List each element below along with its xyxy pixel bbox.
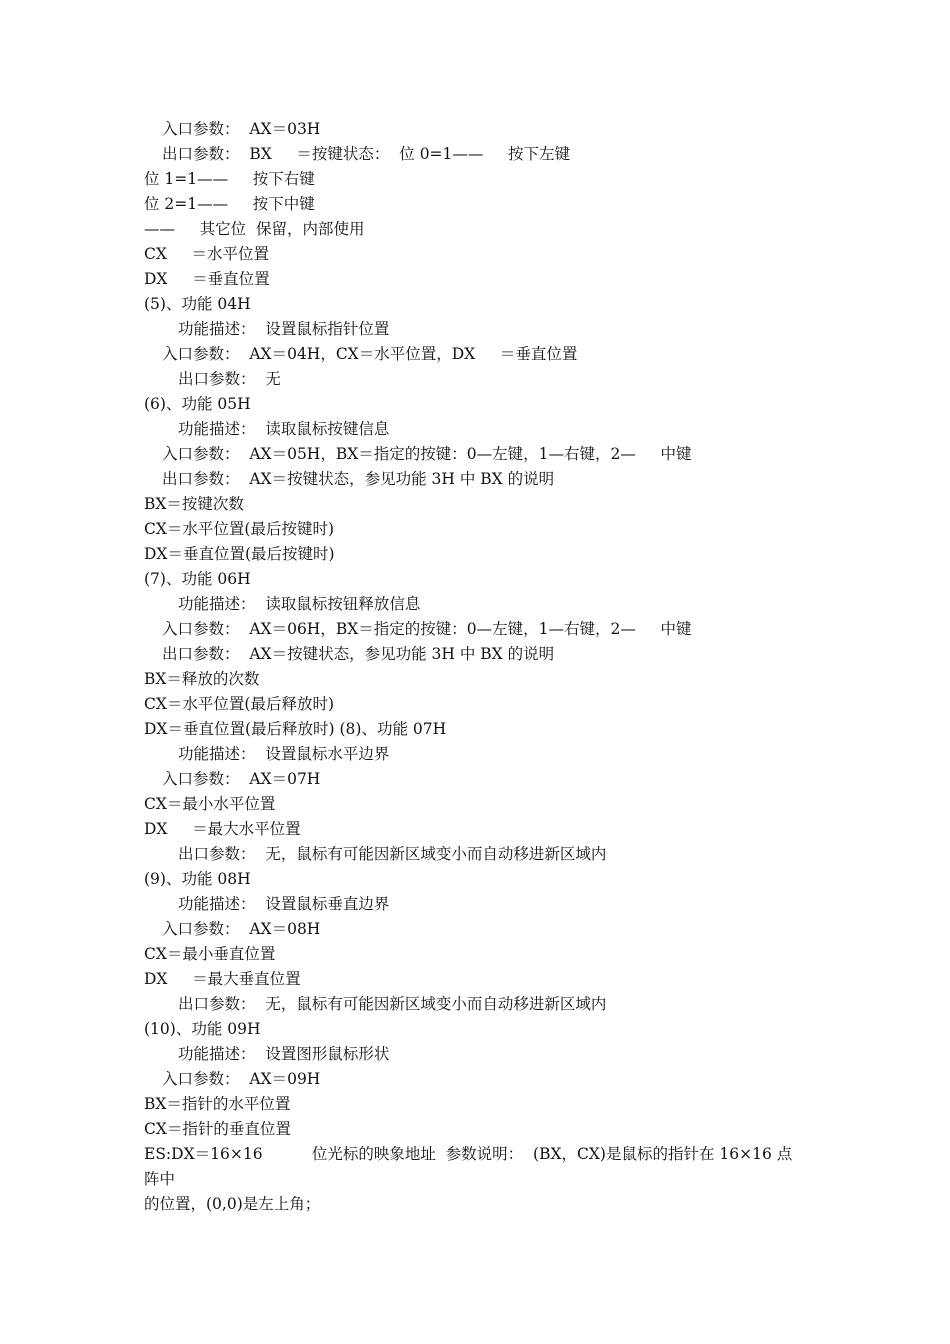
text-line: BX＝指针的水平位置 — [144, 1095, 291, 1113]
text-line: —— 其它位 保留，内部使用 — [144, 220, 365, 238]
text-line: 入口参数： AX＝03H — [162, 120, 321, 138]
text-line: BX＝释放的次数 — [144, 670, 260, 688]
text-line: 功能描述： 设置鼠标水平边界 — [178, 745, 390, 763]
text-line: (10)、功能 09H — [144, 1020, 261, 1038]
text-line: CX＝最小垂直位置 — [144, 945, 276, 963]
text-line: 入口参数： AX＝04H，CX＝水平位置，DX ＝垂直位置 — [162, 345, 578, 363]
text-line: DX＝垂直位置(最后按键时) — [144, 545, 335, 563]
text-line: (9)、功能 08H — [144, 870, 251, 888]
text-line: CX ＝水平位置 — [144, 245, 270, 263]
text-line: 位 2=1—— 按下中键 — [144, 195, 315, 213]
text-line: 位 1=1—— 按下右键 — [144, 170, 315, 188]
text-line: 功能描述： 读取鼠标按钮释放信息 — [178, 595, 421, 613]
text-line: 的位置，(0,0)是左上角； — [144, 1195, 321, 1213]
text-line: 入口参数： AX＝09H — [162, 1070, 321, 1088]
text-line: (6)、功能 05H — [144, 395, 251, 413]
text-line: 功能描述： 设置鼠标垂直边界 — [178, 895, 390, 913]
text-line: DX＝垂直位置(最后释放时) (8)、功能 07H — [144, 720, 447, 738]
text-line: 出口参数： 无，鼠标有可能因新区域变小而自动移进新区域内 — [178, 845, 607, 863]
text-line: 阵中 — [144, 1170, 176, 1188]
text-line: 出口参数： 无，鼠标有可能因新区域变小而自动移进新区域内 — [178, 995, 607, 1013]
text-line: (5)、功能 04H — [144, 295, 251, 313]
text-line: 功能描述： 设置图形鼠标形状 — [178, 1045, 390, 1063]
text-line: 功能描述： 读取鼠标按键信息 — [178, 420, 390, 438]
text-line: CX＝最小水平位置 — [144, 795, 276, 813]
text-line: 出口参数： AX＝按键状态，参见功能 3H 中 BX 的说明 — [162, 645, 555, 663]
text-line: (7)、功能 06H — [144, 570, 251, 588]
text-line: 出口参数： 无 — [178, 370, 281, 388]
text-line: 入口参数： AX＝05H，BX＝指定的按键：0—左键，1—右键，2— 中键 — [162, 445, 692, 463]
document-body — [144, 117, 824, 1217]
text-line: ES:DX＝16×16 位光标的映象地址 参数说明： (BX，CX)是鼠标的指针在 16×16 点 — [144, 1145, 793, 1163]
text-line: 入口参数： AX＝06H，BX＝指定的按键：0—左键，1—右键，2— 中键 — [162, 620, 692, 638]
text-line: DX ＝垂直位置 — [144, 270, 270, 288]
text-line: 出口参数： BX ＝按键状态： 位 0=1—— 按下左键 — [162, 145, 571, 163]
text-line: CX＝指针的垂直位置 — [144, 1120, 291, 1138]
text-line: DX ＝最大垂直位置 — [144, 970, 301, 988]
text-line: BX＝按键次数 — [144, 495, 244, 513]
text-line: CX＝水平位置(最后按键时) — [144, 520, 334, 538]
text-line: CX＝水平位置(最后释放时) — [144, 695, 334, 713]
text-line: 入口参数： AX＝07H — [162, 770, 321, 788]
text-line: 入口参数： AX＝08H — [162, 920, 321, 938]
text-line: 功能描述： 设置鼠标指针位置 — [178, 320, 390, 338]
text-line: 出口参数： AX＝按键状态，参见功能 3H 中 BX 的说明 — [162, 470, 555, 488]
text-line: DX ＝最大水平位置 — [144, 820, 301, 838]
